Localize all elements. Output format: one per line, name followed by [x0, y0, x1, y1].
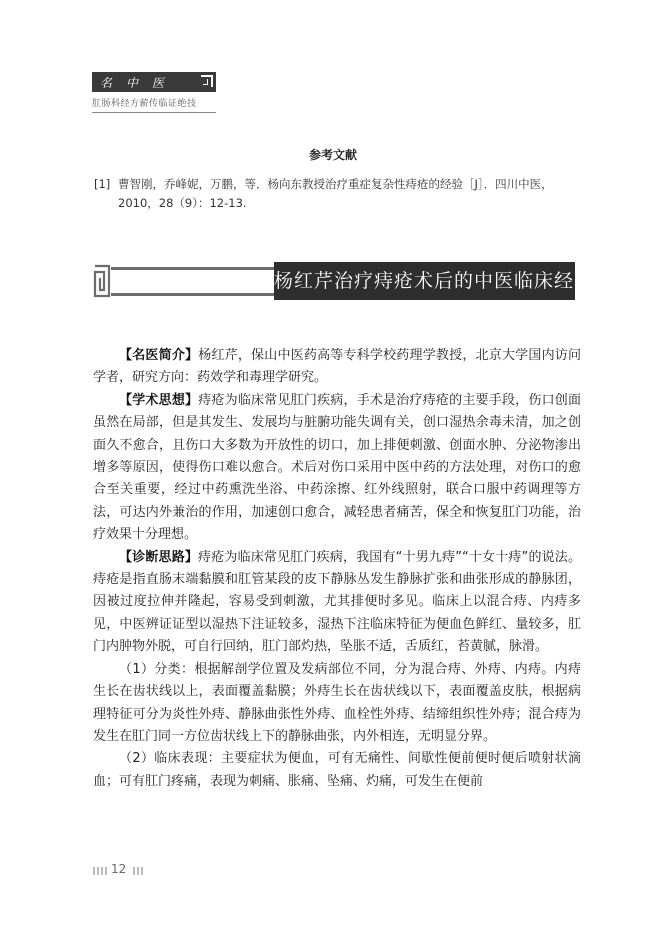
- reference-number: [1]: [94, 177, 111, 191]
- paragraph-text: 痔疮为临床常见肛门疾病，手术是治疗痔疮的主要手段，伤口创面虽然在局部，但是其发生、发展均与脏腑功能失调有关，创口湿热余毒未清，加之创面久不愈合，且伤口大多数为开放性的切口，加上排便刺激、创面水肿、分泌物渗出增多等原因，使得伤口难以愈合。术后对伤口采用中医中药的方法处理，对伤口的愈合至关重要，经过中药熏洗坐浴、中药涂擦、红外线照射，联合口服中药调理等方法，可达内外兼治的作用，加速创口愈合，减轻患者痛苦，保全和恢复肛门功能，治疗效果十分理想。: [93, 392, 581, 543]
- fret-ornament-icon: [201, 75, 213, 87]
- fret-left-icon: [93, 262, 111, 300]
- paragraph-diagnosis: [93, 547, 581, 659]
- logo-title: 名中医: [100, 76, 179, 90]
- footer-ornament-icon: [93, 867, 107, 875]
- paragraph-text: （2）临床表现：主要症状为便血，可有无痛性、间歇性便前便时便后喷射状滴血；可有肛门疼痛，表现为刺痛、胀痛、坠痛、灼痛，可发生在便前: [93, 751, 581, 789]
- reference-item: [94, 175, 574, 213]
- section-label: 【学术思想】: [119, 392, 199, 408]
- paragraph-intro: [93, 345, 581, 390]
- references-heading: 参考文献: [308, 148, 357, 162]
- logo-bar: [92, 72, 216, 92]
- paragraph-classification: [93, 659, 581, 749]
- page-footer: [93, 862, 153, 880]
- paragraph-text: （1）分类：根据解剖学位置及发病部位不同，分为混合痔、外痔、内痔。内痔生长在齿状线以上，表面覆盖黏膜；外痔生长在齿状线以下，表面覆盖皮肤，根据病理特征可分为炎性外痔、静脉曲张性外痔、血栓性外痔、结缔组织性外痔；混合痔为发生在肛门同一方位齿状线上下的静脉曲张，内外相连，无明显分界。: [93, 661, 581, 744]
- section-label: 【诊断思路】: [119, 549, 199, 565]
- logo-subtitle: 肛肠科经方薪传临证绝技: [92, 99, 197, 109]
- page-number: 12: [111, 862, 127, 876]
- article-title-banner: [93, 262, 595, 300]
- paragraph-text: 痔疮为临床常见肛门疾病，我国有“十男九痔”“十女十痔”的说法。痔疮是指直肠末端黏膜和肛管某段的皮下静脉丛发生静脉扩张和曲张形成的静脉团，因被过度拉伸并隆起，容易受到刺激，尤其排便时多见。临床上以混合痔、内痔多见，中医辨证证型以湿热下注证较多，湿热下注临床特征为便血色鲜红、量较多，肛门内肿物外脱，可自行回纳，肛门部灼热，坠胀不适，舌质红，苔黄腻，脉滑。: [93, 549, 581, 655]
- header-logo: [92, 72, 216, 113]
- logo-divider: [92, 112, 216, 113]
- paragraph-text: 杨红芹，保山中医药高等专科学校药理学教授，北京大学国内访问学者，研究方向：药效学和毒理学研究。: [93, 348, 581, 386]
- article-body: [93, 345, 581, 793]
- paragraph-academic-thought: [93, 390, 581, 547]
- reference-text: 曹智刚，乔峰妮，万鹏，等．杨向东教授治疗重症复杂性痔疮的经验［J］．四川中医，2010，28（9）：12-13.: [118, 177, 553, 210]
- paragraph-clinical: [93, 748, 581, 793]
- footer-ornament-icon: [133, 867, 143, 875]
- article-title: 杨红芹治疗痔疮术后的中医临床经验: [274, 262, 575, 300]
- section-label: 【名医简介】: [119, 348, 199, 363]
